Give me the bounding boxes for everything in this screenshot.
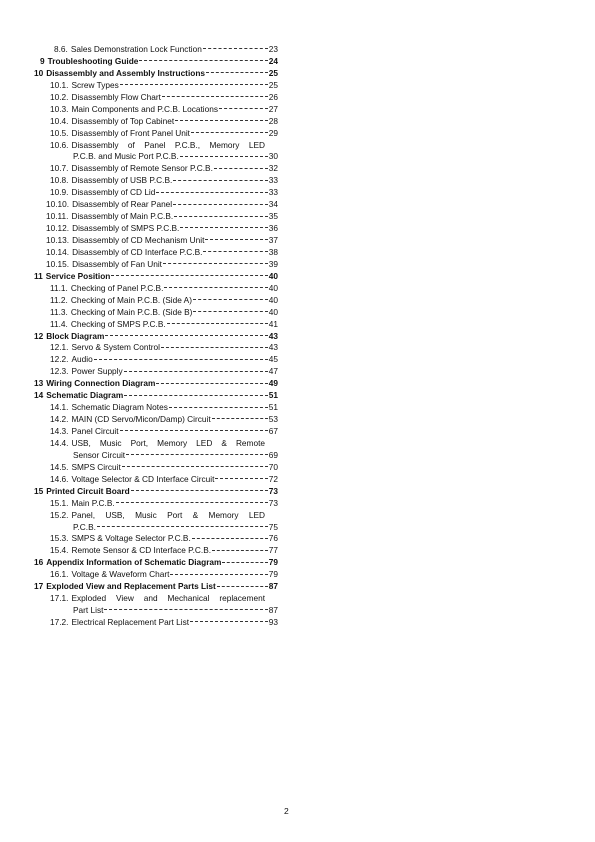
toc-entry-number: 16 [34, 557, 44, 568]
toc-leader-dots [124, 371, 268, 372]
toc-entry-page: 43 [268, 330, 278, 341]
toc-entry[interactable] [34, 474, 278, 486]
toc-entry[interactable] [34, 533, 278, 545]
toc-entry-page: 70 [268, 461, 278, 472]
toc-entry-page: 49 [268, 378, 278, 389]
toc-leader-dots [163, 263, 268, 264]
toc-entry-page: 51 [268, 390, 278, 401]
toc-entry-page: 34 [268, 199, 278, 210]
toc-leader-dots [156, 383, 267, 384]
toc-entry-page: 33 [268, 175, 278, 186]
toc-entry[interactable] [34, 307, 278, 319]
toc-entry-number: 14.5. [50, 461, 69, 472]
toc-entry-number: 10.3. [50, 103, 69, 114]
toc-entry-page: 93 [268, 617, 278, 627]
toc-entry-title: MAIN (CD Servo/Micon/Damp) Circuit [71, 414, 211, 425]
toc-entry-title: Disassembly of Top Cabinet [71, 115, 175, 126]
toc-entry[interactable] [34, 605, 278, 617]
toc-entry-number: 11.1. [50, 282, 68, 293]
toc-entry-number: 12.2. [50, 354, 69, 365]
toc-leader-dots [126, 454, 268, 455]
toc-entry-number: 10.13. [46, 235, 70, 245]
toc-entry-title: Screw Types [71, 79, 119, 90]
toc-entry[interactable] [34, 247, 278, 259]
toc-entry[interactable] [34, 366, 278, 378]
toc-entry-title: P.C.B. and Music Port P.C.B. [73, 151, 179, 162]
toc-entry-number: 10 [34, 67, 44, 78]
toc-leader-dots [173, 204, 268, 205]
toc-entry[interactable] [34, 140, 278, 152]
toc-entry-page: 72 [268, 473, 278, 484]
toc-entry-number: 15.3. [50, 533, 69, 544]
toc-leader-dots [191, 132, 268, 133]
toc-entry-page: 28 [268, 115, 278, 126]
toc-leader-dots [212, 550, 268, 551]
toc-leader-dots [192, 538, 268, 539]
toc-entry-number: 10.15. [46, 258, 70, 269]
toc-entry[interactable] [34, 68, 278, 80]
toc-entry-page: 51 [268, 402, 278, 413]
toc-leader-dots [217, 586, 268, 587]
toc-entry-title: Troubleshooting Guide [47, 55, 139, 66]
toc-entry-title: Disassembly of SMPS P.C.B. [72, 223, 180, 234]
toc-leader-dots [180, 227, 267, 228]
toc-entry-page: 75 [268, 521, 278, 532]
toc-entry-title: Disassembly of CD Lid [71, 187, 156, 198]
toc-entry[interactable] [34, 271, 278, 283]
toc-entry[interactable] [34, 342, 278, 354]
toc-entry[interactable] [34, 426, 278, 438]
toc-entry-number: 10.8. [50, 175, 69, 186]
toc-entry-page: 79 [268, 569, 278, 580]
toc-entry-title: Disassembly of Front Panel Unit [71, 127, 190, 138]
toc-entry[interactable] [34, 151, 278, 163]
toc-entry[interactable] [34, 593, 278, 605]
toc-entry-page: 26 [268, 91, 278, 102]
toc-entry-page: 40 [268, 306, 278, 317]
toc-entry[interactable] [34, 354, 278, 366]
toc-entry-number: 15 [34, 485, 44, 496]
toc-leader-dots [120, 430, 268, 431]
toc-entry[interactable] [34, 235, 278, 247]
toc-entry-page: 53 [268, 414, 278, 425]
toc-entry-title: SMPS & Voltage Selector P.C.B. [71, 533, 191, 544]
toc-leader-dots [190, 621, 268, 622]
toc-entry-title: Service Position [45, 270, 111, 281]
toc-leader-dots [173, 180, 267, 181]
toc-entry-number: 12.3. [50, 366, 69, 377]
toc-leader-dots [162, 96, 268, 97]
toc-entry-number: 10.1. [50, 79, 69, 90]
toc-entry-page: 30 [268, 151, 278, 162]
toc-entry-number: 12 [34, 330, 44, 341]
toc-entry-number: 10.4. [50, 115, 69, 126]
toc-entry[interactable] [34, 617, 278, 629]
toc-leader-dots [219, 108, 268, 109]
toc-leader-dots [212, 418, 268, 419]
toc-entry-title: Sensor Circuit [73, 449, 126, 460]
toc-entry-page: 35 [268, 211, 278, 222]
page-number: 2 [284, 806, 289, 816]
toc-entry-title: Remote Sensor & CD Interface P.C.B. [71, 545, 212, 556]
toc-leader-dots [203, 251, 267, 252]
toc-entry[interactable] [34, 390, 278, 402]
toc-entry-number: 15.1. [50, 497, 69, 508]
toc-entry[interactable] [34, 450, 278, 462]
toc-entry[interactable] [34, 569, 278, 581]
toc-leader-dots [169, 407, 268, 408]
toc-entry-number: 10.6. [50, 139, 69, 150]
toc-leader-dots [124, 395, 268, 396]
toc-entry[interactable] [34, 283, 278, 295]
toc-entry-title: Block Diagram [46, 330, 105, 341]
toc-entry-page: 25 [268, 67, 278, 78]
toc-entry[interactable] [34, 522, 278, 534]
toc-entry-page: 69 [268, 449, 278, 460]
toc-entry-number: 15.4. [50, 545, 69, 556]
toc-entry-title: Panel Circuit [71, 426, 119, 436]
toc-entry-number: 14.4. [50, 437, 69, 448]
toc-entry-page: 27 [268, 103, 278, 114]
toc-entry-page: 38 [268, 246, 278, 257]
toc-entry[interactable] [34, 438, 278, 450]
toc-entry-number: 17 [34, 581, 44, 592]
toc-leader-dots [161, 347, 268, 348]
toc-entry-page: 33 [268, 187, 278, 198]
toc-leader-dots [104, 609, 267, 610]
toc-entry-title: Disassembly of Fan Unit [72, 258, 162, 269]
toc-entry-page: 40 [268, 270, 278, 281]
toc-entry-number: 9 [40, 55, 45, 66]
toc-entry-number: 10.14. [46, 246, 70, 257]
toc-entry[interactable] [34, 187, 278, 199]
toc-entry-title: Voltage Selector & CD Interface Circuit [71, 473, 215, 484]
toc-entry-title: Exploded View and Replacement Parts List [46, 581, 216, 592]
toc-leader-dots [97, 526, 268, 527]
toc-entry-title: Printed Circuit Board [46, 485, 130, 496]
toc-leader-dots [203, 48, 268, 49]
toc-entry[interactable] [34, 378, 278, 390]
toc-entry-page: 87 [268, 605, 278, 616]
toc-leader-dots [167, 323, 268, 324]
toc-entry-page: 25 [268, 79, 278, 90]
toc-entry-title: Schematic Diagram Notes [71, 402, 168, 413]
toc-entry[interactable] [34, 486, 278, 498]
toc-entry-number: 10.12. [46, 223, 70, 234]
toc-entry-title: Main Components and P.C.B. Locations [71, 103, 218, 114]
toc-leader-dots [170, 574, 267, 575]
toc-leader-dots [105, 335, 267, 336]
toc-entry-number: 11.4. [50, 318, 68, 329]
toc-leader-dots [205, 239, 267, 240]
toc-entry-number: 17.2. [50, 617, 69, 627]
toc-entry-title: Sales Demonstration Lock Function [70, 44, 202, 54]
toc-entry-title: Disassembly of Panel P.C.B., Memory LED [71, 139, 265, 150]
toc-entry-page: 67 [268, 426, 278, 436]
toc-entry[interactable] [34, 116, 278, 128]
toc-entry[interactable] [34, 175, 278, 187]
toc-entry-title: SMPS Circuit [71, 461, 121, 472]
toc-leader-dots [111, 275, 267, 276]
toc-leader-dots [175, 120, 268, 121]
toc-entry-title: Schematic Diagram [46, 390, 124, 401]
toc-entry-page: 23 [268, 44, 278, 54]
toc-leader-dots [222, 562, 267, 563]
toc-entry-number: 10.9. [50, 187, 69, 198]
toc-entry-number: 14.2. [50, 414, 69, 425]
toc-entry-number: 10.2. [50, 91, 69, 102]
toc-leader-dots [215, 478, 267, 479]
toc-entry-number: 14 [34, 390, 44, 401]
toc-entry-title: Disassembly of Remote Sensor P.C.B. [71, 163, 213, 174]
toc-entry[interactable] [34, 581, 278, 593]
toc-entry-title: Disassembly of CD Mechanism Unit [72, 235, 205, 245]
toc-entry-page: 73 [268, 485, 278, 496]
toc-entry-title: Panel, USB, Music Port & Memory LED [71, 509, 265, 520]
toc-entry-title: Part List [73, 605, 104, 616]
toc-entry-title: Exploded View and Mechanical replacement [71, 593, 265, 604]
toc-entry-title: Checking of SMPS P.C.B. [70, 318, 166, 329]
toc-entry[interactable] [34, 56, 278, 68]
toc-entry[interactable] [34, 211, 278, 223]
toc-entry[interactable] [34, 128, 278, 140]
toc-entry[interactable] [34, 557, 278, 569]
toc-entry[interactable] [34, 414, 278, 426]
toc-entry[interactable] [34, 44, 278, 56]
toc-entry-number: 14.6. [50, 473, 69, 484]
toc-entry-number: 14.3. [50, 426, 69, 436]
toc-entry-title: Checking of Main P.C.B. (Side B) [70, 306, 193, 317]
toc-entry[interactable] [34, 295, 278, 307]
toc-entry-number: 11.3. [50, 306, 68, 317]
toc-entry-page: 87 [268, 581, 278, 592]
toc-entry-number: 13 [34, 378, 44, 389]
toc-entry-title: Servo & System Control [71, 342, 160, 353]
toc-entry-title: Main P.C.B. [71, 497, 115, 508]
toc-entry-title: Disassembly of Main P.C.B. [71, 211, 174, 222]
toc-entry-page: 79 [268, 557, 278, 568]
toc-leader-dots [131, 490, 268, 491]
toc-entry-page: 45 [268, 354, 278, 365]
toc-entry[interactable] [34, 498, 278, 510]
toc-entry-number: 17.1. [50, 593, 69, 604]
toc-entry[interactable] [34, 402, 278, 414]
toc-leader-dots [206, 72, 268, 73]
toc-entry-page: 43 [268, 342, 278, 353]
toc-entry-number: 10.11. [46, 211, 69, 222]
toc-entry-number: 12.1. [50, 342, 69, 353]
toc-entry-page: 73 [268, 497, 278, 508]
toc-entry-page: 29 [268, 127, 278, 138]
toc-entry-page: 40 [268, 294, 278, 305]
toc-entry[interactable] [34, 259, 278, 271]
toc-entry-number: 11 [34, 270, 43, 281]
toc-entry-number: 15.2. [50, 509, 69, 520]
toc-entry-title: Audio [71, 354, 93, 365]
toc-leader-dots [180, 156, 268, 157]
toc-entry[interactable] [34, 545, 278, 557]
toc-leader-dots [139, 60, 267, 61]
toc-leader-dots [214, 168, 268, 169]
toc-leader-dots [116, 502, 268, 503]
toc-entry-page: 36 [268, 223, 278, 234]
toc-entry[interactable] [34, 223, 278, 235]
toc-entry-number: 10.7. [50, 163, 69, 174]
toc-entry[interactable] [34, 331, 278, 343]
toc-leader-dots [193, 299, 268, 300]
toc-entry-title: Electrical Replacement Part List [71, 617, 190, 627]
toc-entry-page: 76 [268, 533, 278, 544]
toc-leader-dots [156, 192, 267, 193]
toc-entry-page: 41 [268, 318, 278, 329]
toc-entry-page: 77 [268, 545, 278, 556]
toc-entry-title: Disassembly Flow Chart [71, 91, 161, 102]
toc-entry-page: 39 [268, 258, 278, 269]
toc-entry[interactable] [34, 510, 278, 522]
toc-entry[interactable] [34, 104, 278, 116]
toc-entry[interactable] [34, 462, 278, 474]
toc-leader-dots [164, 287, 267, 288]
toc-entry-title: Power Supply [71, 366, 123, 377]
toc-entry-title: Appendix Information of Schematic Diagram [46, 557, 222, 568]
toc-entry-page: 24 [268, 55, 278, 66]
toc-entry-title: Disassembly of Rear Panel [72, 199, 173, 210]
toc-leader-dots [193, 311, 267, 312]
toc-entry-title: Checking of Panel P.C.B. [70, 282, 164, 293]
toc-leader-dots [122, 466, 268, 467]
toc-entry-title: Voltage & Waveform Chart [71, 569, 170, 580]
toc-entry-page: 40 [268, 282, 278, 293]
toc-entry-number: 10.5. [50, 127, 69, 138]
toc-entry-number: 8.6. [54, 44, 68, 54]
toc-entry-page: 47 [268, 366, 278, 377]
table-of-contents [34, 44, 278, 629]
toc-entry-title: Disassembly of USB P.C.B. [71, 175, 173, 186]
toc-entry-title: Wiring Connection Diagram [46, 378, 156, 389]
toc-leader-dots [120, 84, 268, 85]
toc-entry-title: Disassembly of CD Interface P.C.B. [72, 246, 203, 257]
toc-entry-page: 32 [268, 163, 278, 174]
toc-entry[interactable] [34, 163, 278, 175]
toc-entry-number: 14.1. [50, 402, 69, 413]
toc-entry-title: Checking of Main P.C.B. (Side A) [70, 294, 192, 305]
toc-entry-title: P.C.B. [73, 521, 96, 532]
toc-leader-dots [174, 216, 268, 217]
toc-entry[interactable] [34, 92, 278, 104]
toc-entry[interactable] [34, 199, 278, 211]
toc-leader-dots [94, 359, 268, 360]
toc-entry-title: Disassembly and Assembly Instructions [46, 67, 206, 78]
toc-entry[interactable] [34, 80, 278, 92]
toc-entry-title: USB, Music Port, Memory LED & Remote [71, 437, 265, 448]
toc-entry-number: 11.2. [50, 294, 68, 305]
toc-entry[interactable] [34, 319, 278, 331]
toc-entry-number: 16.1. [50, 569, 69, 580]
toc-entry-page: 37 [268, 235, 278, 245]
toc-entry-number: 10.10. [46, 199, 70, 210]
